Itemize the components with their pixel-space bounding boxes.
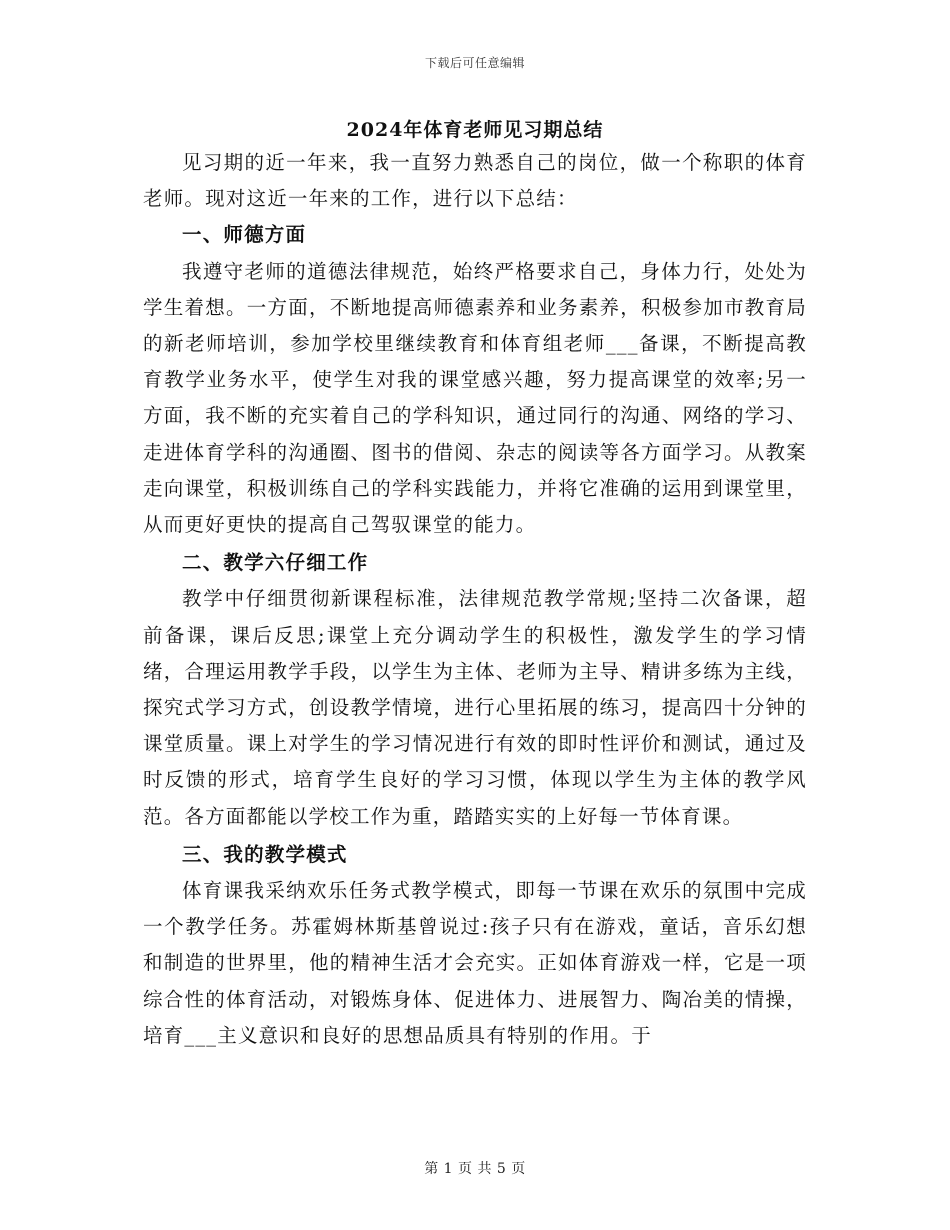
- section-paragraph-3: 体育课我采纳欢乐任务式教学模式，即每一节课在欢乐的氛围中完成一个教学任务。苏霍姆林斯基曾说过:孩子只有在游戏，童话，音乐幻想和制造的世界里，他的精神生活才会充实。正如体育游戏一样，它是一项综合性的体育活动，对锻炼身体、促进体力、进展智力、陶冶美的情操，培育___主义意识和良好的思想品质具有特别的作用。于: [143, 879, 807, 1047]
- section-paragraph-1: 我遵守老师的道德法律规范，始终严格要求自己，身体力行，处处为学生着想。一方面，不断地提高师德素养和业务素养，积极参加市教育局的新老师培训，参加学校里继续教育和体育组老师___备课，不断提高教育教学业务水平，使学生对我的课堂感兴趣，努力提高课堂的效率;另一方面，我不断的充实着自己的学科知识，通过同行的沟通、网络的学习、走进体育学科的沟通圈、图书的借阅、杂志的阅读等各方面学习。从教案走向课堂，积极训练自己的学科实践能力，并将它准确的运用到课堂里，从而更好更快的提高自己驾驭课堂的能力。: [143, 259, 807, 537]
- document-body: [143, 145, 807, 1054]
- page-footer: 第 1 页 共 5 页: [424, 1161, 526, 1177]
- section-heading-3: 三、我的教学模式: [182, 842, 348, 866]
- intro-paragraph: 见习期的近一年来，我一直努力熟悉自己的岗位，做一个称职的体育老师。现对这近一年来的工作，进行以下总结：: [143, 151, 807, 211]
- section-heading-2: 二、教学六仔细工作: [182, 551, 369, 575]
- section-heading-1: 一、师德方面: [182, 223, 307, 247]
- document-title: 2024年体育老师见习期总结: [346, 119, 604, 141]
- header-note: 下载后可任意编辑: [424, 56, 525, 70]
- section-paragraph-2: 教学中仔细贯彻新课程标准，法律规范教学常规;坚持二次备课，超前备课，课后反思;课堂上充分调动学生的积极性，激发学生的学习情绪，合理运用教学手段，以学生为主体、老师为主导、精讲多练为主线，探究式学习方式，创设教学情境，进行心里拓展的练习，提高四十分钟的课堂质量。课上对学生的学习情况进行有效的即时性评价和测试，通过及时反馈的形式，培育学生良好的学习习惯，体现以学生为主体的教学风范。各方面都能以学校工作为重，踏踏实实的上好每一节体育课。: [143, 587, 807, 828]
